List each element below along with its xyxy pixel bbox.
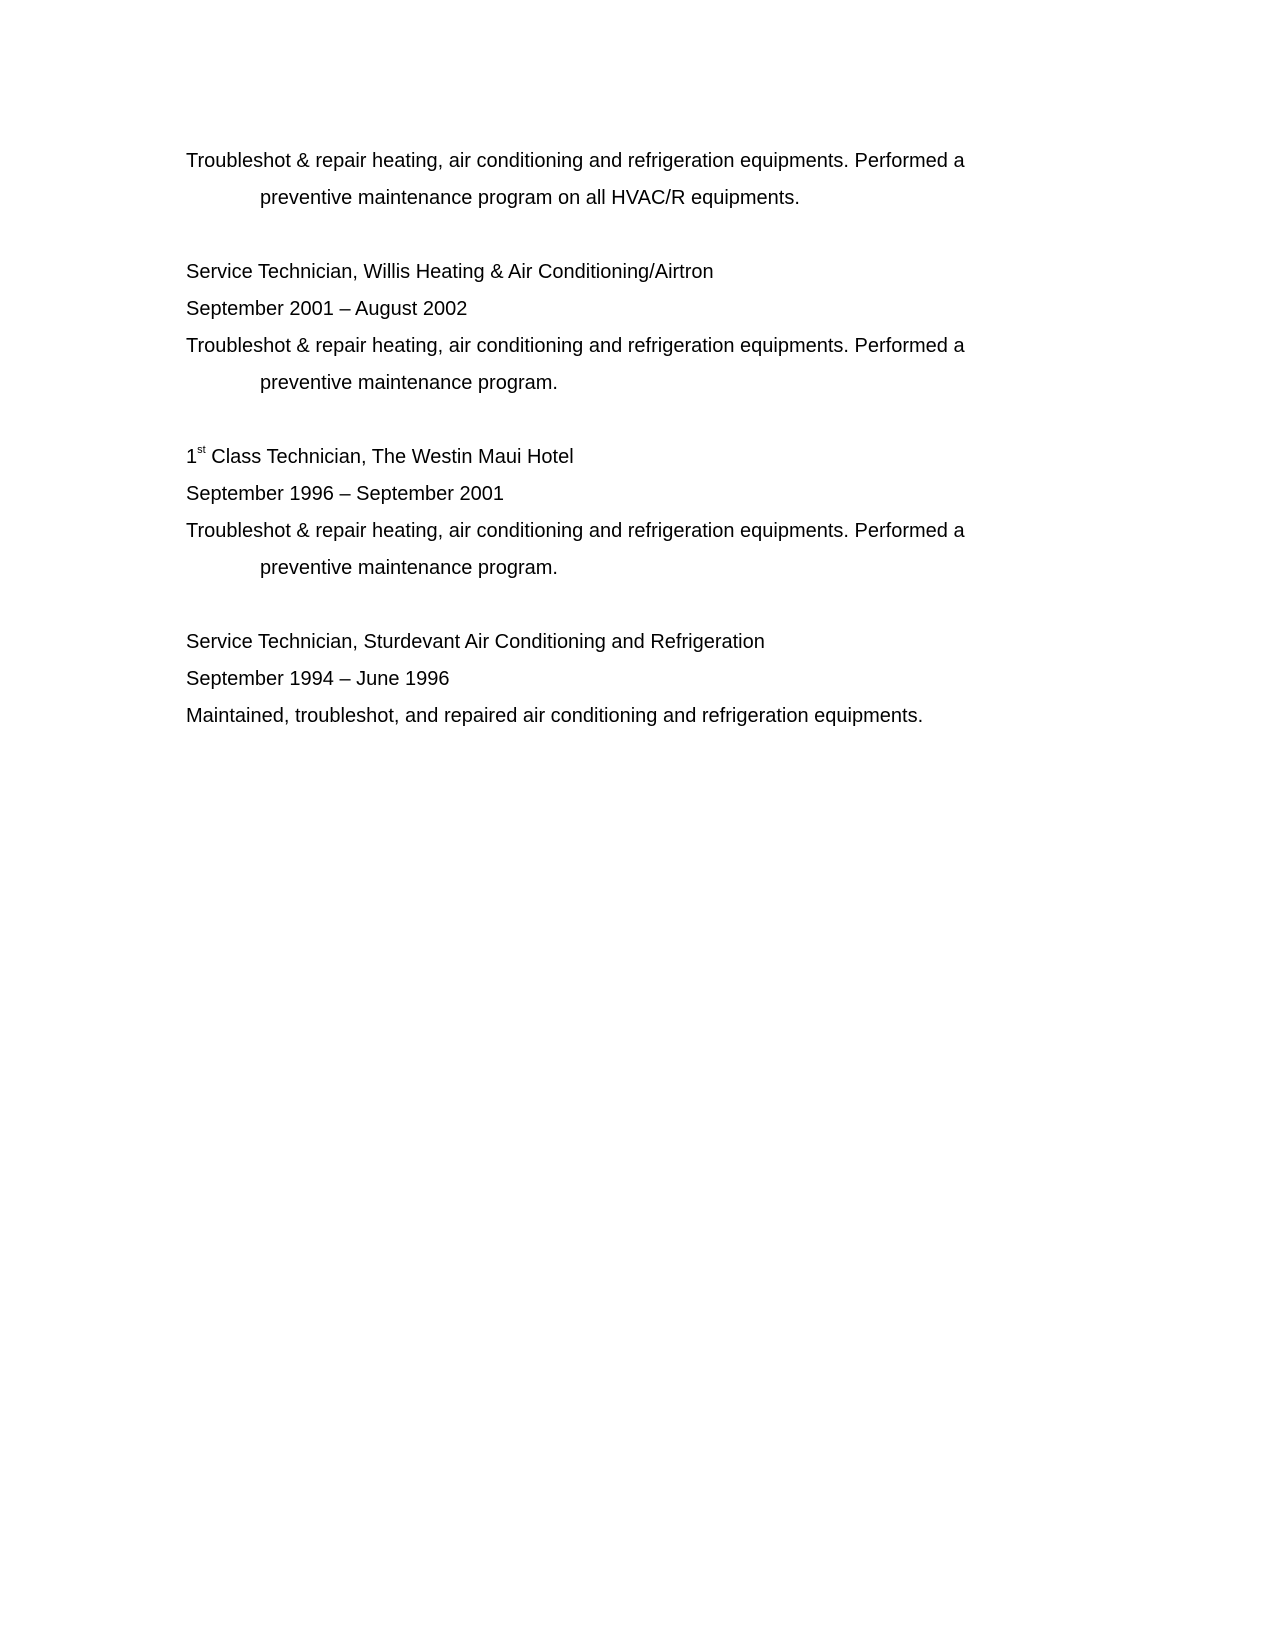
- entry-description-line: Troubleshot & repair heating, air conditioning and refrigeration equipments. Performed a: [186, 335, 965, 357]
- job-dates: September 1994 – June 1996: [186, 668, 450, 690]
- job-title: Service Technician, Sturdevant Air Conditioning and Refrigeration: [186, 631, 765, 653]
- entry-description-line: Troubleshot & repair heating, air conditioning and refrigeration equipments. Performed a: [186, 520, 965, 542]
- job-title-number: 1: [186, 446, 198, 468]
- job-dates: September 2001 – August 2002: [186, 298, 468, 320]
- job-title-rest: Class Technician, The Westin Maui Hotel: [205, 446, 574, 468]
- entry-description-line: preventive maintenance program.: [260, 372, 558, 394]
- job-title: Service Technician, Willis Heating & Air Conditioning/Airtron: [186, 261, 714, 283]
- entry-description-line: preventive maintenance program.: [260, 557, 558, 579]
- entry-description-line: Troubleshot & repair heating, air conditioning and refrigeration equipments. Performed a: [186, 150, 965, 172]
- job-title-superscript: st: [197, 444, 206, 457]
- entry-description-line: preventive maintenance program on all HVAC/R equipments.: [260, 187, 800, 209]
- job-title: [186, 445, 574, 469]
- job-dates: September 1996 – September 2001: [186, 483, 504, 505]
- entry-description-line: Maintained, troubleshot, and repaired air conditioning and refrigeration equipments.: [186, 705, 924, 727]
